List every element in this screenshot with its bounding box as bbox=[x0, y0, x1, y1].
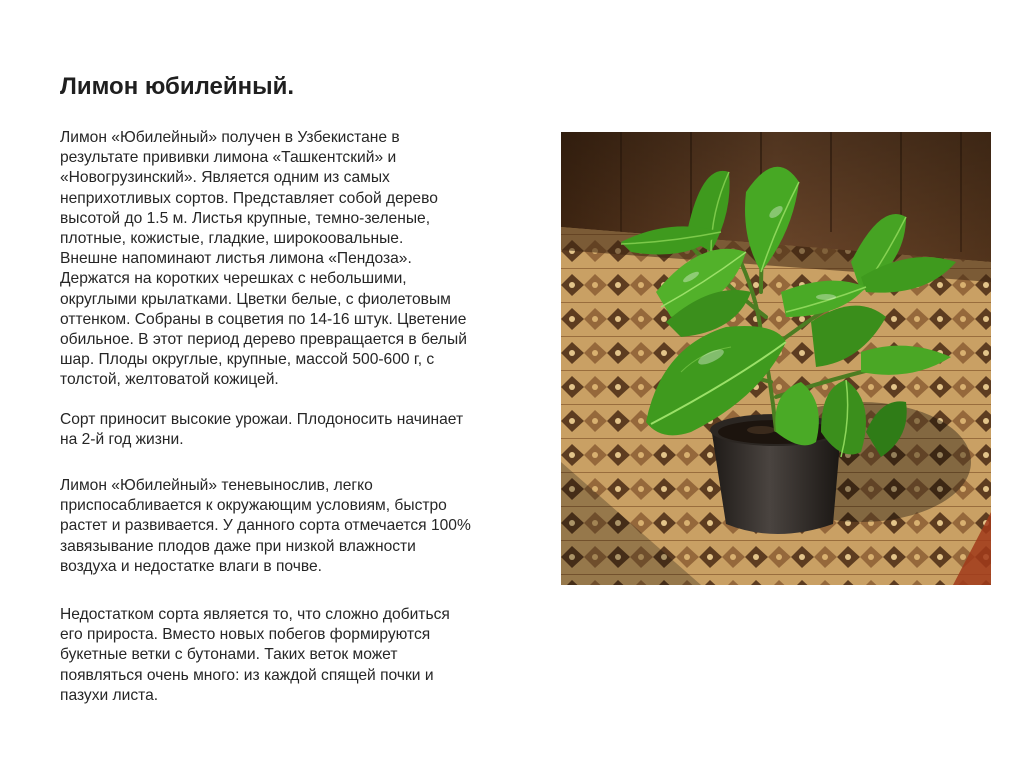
text-line: результате прививки лимона «Ташкентский» и bbox=[60, 149, 397, 167]
text-line: Недостатком сорта является то, что сложно добиться bbox=[60, 606, 450, 624]
paragraph-origin bbox=[60, 128, 515, 391]
text-line: приспосабливается к окружающим условиям, быстро bbox=[60, 497, 447, 515]
text-line: неприхотливых сортов. Представляет собой дерево bbox=[60, 189, 438, 207]
paragraph-tolerance bbox=[60, 476, 515, 577]
text-line: толстой, желтоватой кожицей. bbox=[60, 371, 279, 389]
text-line: появляться очень много: из каждой спящей почки и bbox=[60, 666, 434, 684]
text-line: завязывание плодов даже при низкой влажности bbox=[60, 537, 416, 555]
text-line: Внешне напоминают листья лимона «Пендоза». bbox=[60, 250, 412, 268]
text-line: обильное. В этот период дерево превращается в белый bbox=[60, 331, 467, 349]
text-line: на 2-й год жизни. bbox=[60, 430, 184, 448]
text-line: Сорт приносит высокие урожаи. Плодоносить начинает bbox=[60, 410, 464, 428]
text-line: букетные ветки с бутонами. Таких веток может bbox=[60, 646, 398, 664]
lemon-tree-photo bbox=[561, 132, 991, 585]
paragraph-drawback bbox=[60, 605, 515, 706]
text-line: оттенком. Собраны в соцветия по 14-16 штук. Цветение bbox=[60, 310, 467, 328]
text-line: воздуха и недостатке влаги в почве. bbox=[60, 557, 322, 575]
text-line: пазухи листа. bbox=[60, 686, 159, 704]
text-line: высотой до 1.5 м. Листья крупные, темно-зеленые, bbox=[60, 209, 431, 227]
paragraph-yield bbox=[60, 410, 515, 450]
text-line: растет и развивается. У данного сорта отмечается 100% bbox=[60, 517, 471, 535]
text-line: плотные, кожистые, гладкие, широкоовальные. bbox=[60, 230, 404, 248]
text-line: округлыми крылатками. Цветки белые, с фиолетовым bbox=[60, 290, 451, 308]
page-title: Лимон юбилейный. bbox=[60, 73, 295, 100]
text-line: Держатся на коротких черешках с небольшими, bbox=[60, 270, 407, 288]
text-line: «Новогрузинский». Является одним из самых bbox=[60, 169, 390, 187]
text-line: шар. Плоды округлые, крупные, массой 500-600 г, с bbox=[60, 351, 435, 369]
text-column bbox=[60, 128, 515, 706]
text-line: Лимон «Юбилейный» получен в Узбекистане в bbox=[60, 129, 400, 146]
text-line: Лимон «Юбилейный» теневынослив, легко bbox=[60, 477, 373, 495]
text-line: его прироста. Вместо новых побегов формируются bbox=[60, 626, 431, 644]
